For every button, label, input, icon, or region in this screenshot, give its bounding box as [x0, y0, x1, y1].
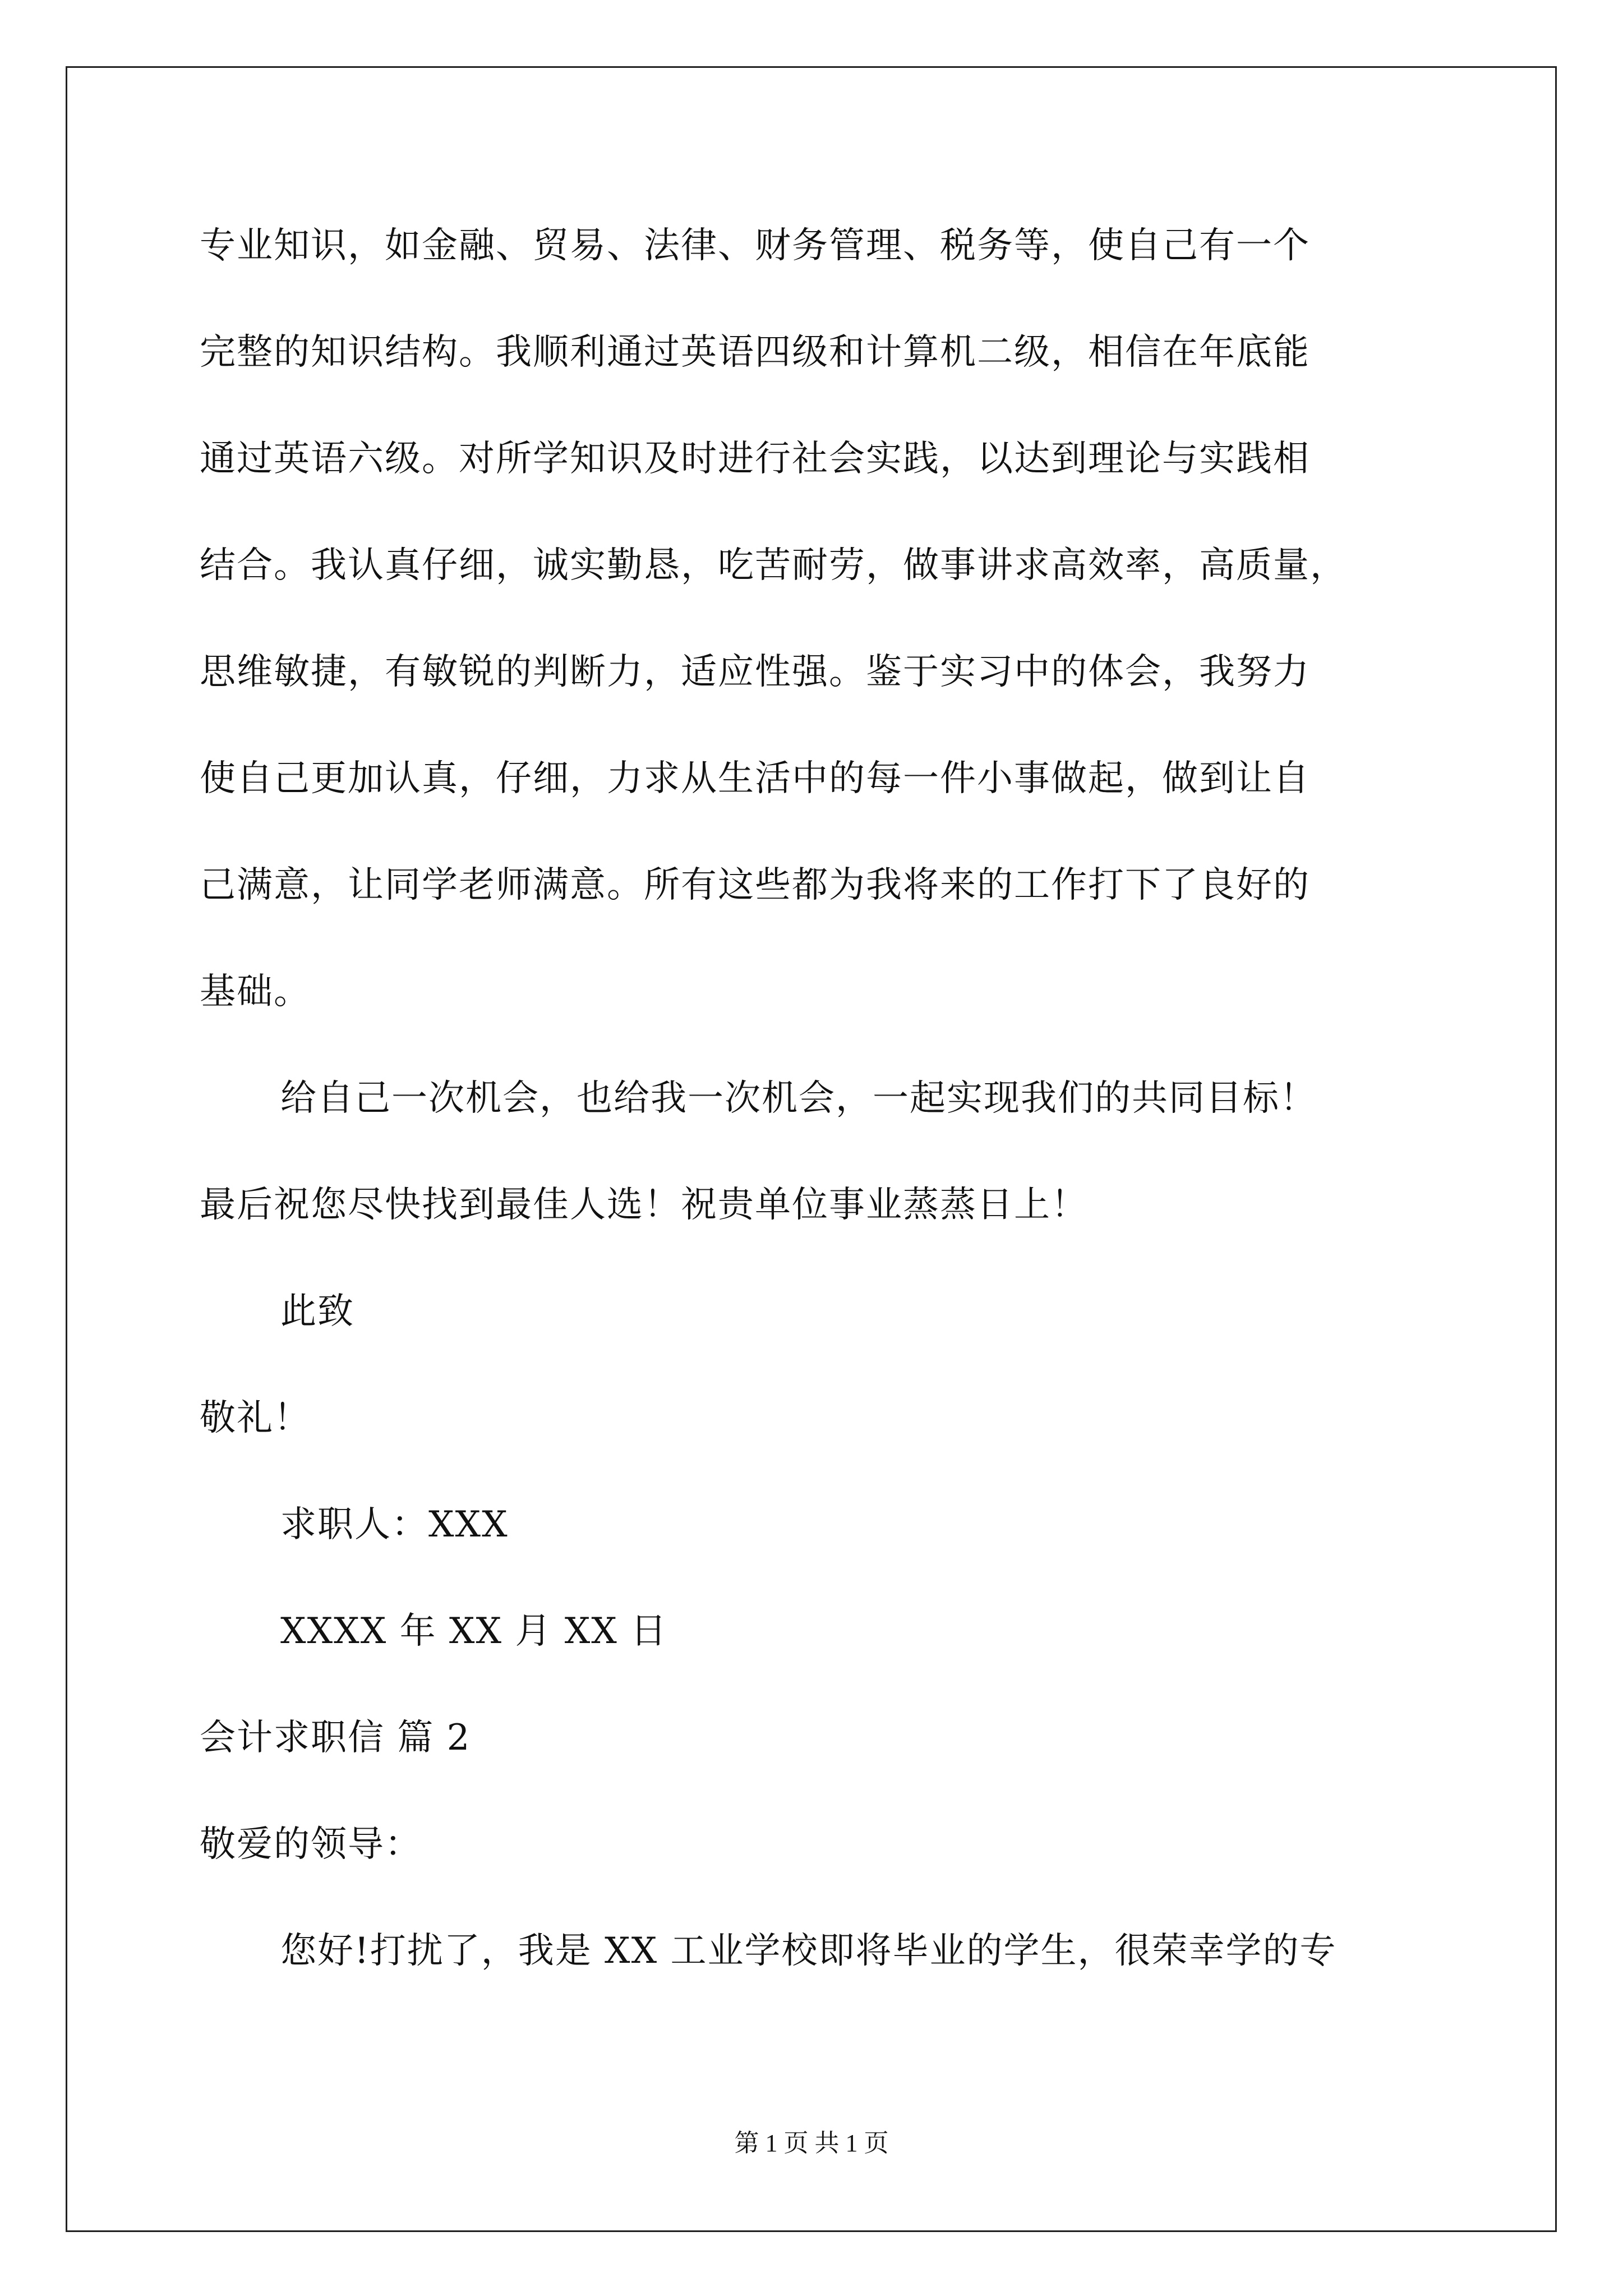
page-border — [66, 66, 1557, 2232]
body-line-8: 基础。 — [200, 971, 311, 1013]
signature-applicant: 求职人：XXX — [280, 1504, 509, 1545]
body-line-7: 己满意，让同学老师满意。所有这些都为我将来的工作打下了良好的 — [200, 864, 1310, 906]
page-footer: 第 1 页 共 1 页 — [734, 2129, 889, 2157]
signature-date: XXXX 年 XX 月 XX 日 — [280, 1611, 668, 1652]
body-line-6: 使自己更加认真，仔细，力求从生活中的每一件小事做起，做到让自 — [200, 758, 1310, 799]
body-line-3: 通过英语六级。对所学知识及时进行社会实践，以达到理论与实践相 — [200, 438, 1310, 480]
greeting: 敬爱的领导： — [200, 1824, 422, 1865]
body-line-4: 结合。我认真仔细，诚实勤恳，吃苦耐劳，做事讲求高效率，高质量， — [200, 545, 1347, 586]
section-heading: 会计求职信 篇 2 — [200, 1717, 471, 1759]
salutation-cizhi: 此致 — [280, 1291, 354, 1332]
intro-line: 您好!打扰了，我是 XX 工业学校即将毕业的学生，很荣幸学的专 — [280, 1930, 1337, 1972]
closing-paragraph-line-1: 给自己一次机会，也给我一次机会，一起实现我们的共同目标！ — [280, 1078, 1317, 1119]
body-line-1: 专业知识，如金融、贸易、法律、财务管理、税务等，使自己有一个 — [200, 225, 1310, 266]
salutation-jingli: 敬礼！ — [200, 1397, 311, 1439]
body-line-5: 思维敏捷，有敏锐的判断力，适应性强。鉴于实习中的体会，我努力 — [200, 651, 1310, 693]
closing-paragraph-line-2: 最后祝您尽快找到最佳人选！祝贵单位事业蒸蒸日上！ — [200, 1184, 1088, 1226]
body-line-2: 完整的知识结构。我顺利通过英语四级和计算机二级，相信在年底能 — [200, 332, 1310, 373]
